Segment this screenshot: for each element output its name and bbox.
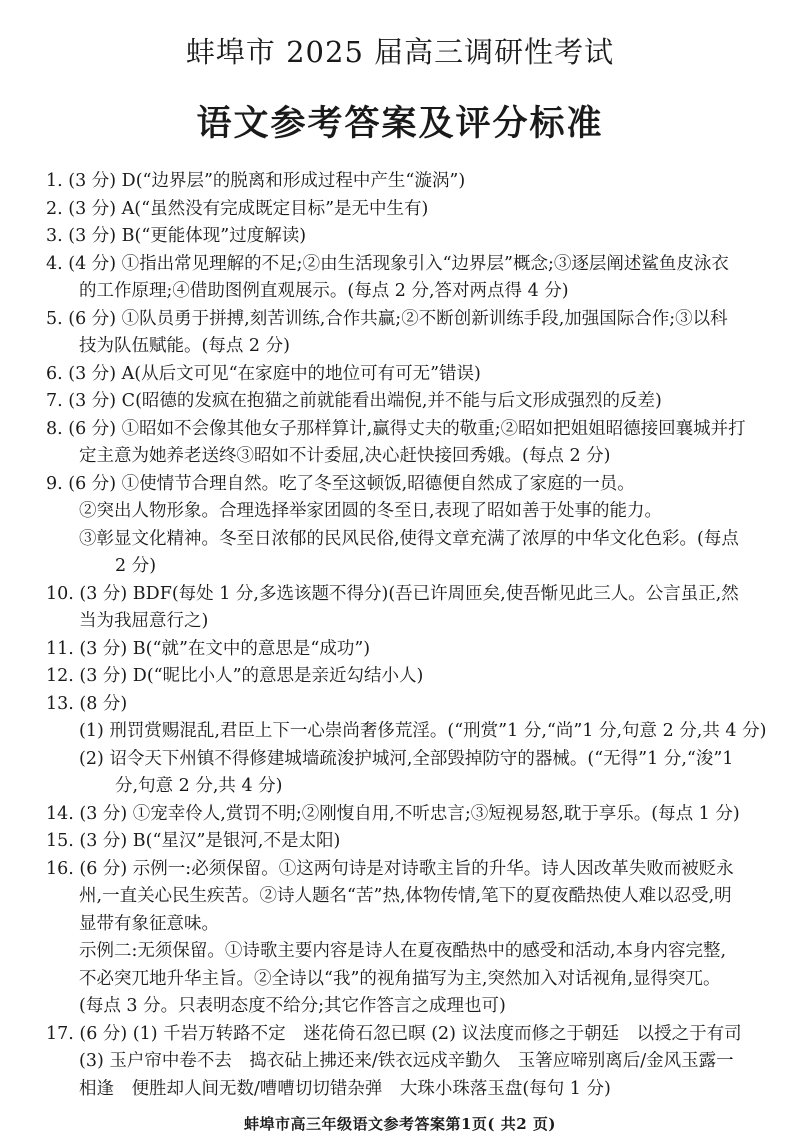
answer-line: 2 分): [115, 556, 157, 576]
answer-line: 9. (6 分) ①使情节合理自然。吃了冬至这顿饭,昭德便自然成了家庭的一员。: [46, 473, 635, 494]
answer-line: 6. (3 分) A(从后文可见“在家庭中的地位可有可无”错误): [46, 363, 481, 384]
answer-line: 定主意为她养老送终③昭如不计委屈,决心赶快接回秀娥。(每点 2 分): [79, 446, 611, 466]
answer-line: 13. (8 分): [46, 693, 128, 714]
answer-line: 2. (3 分) A(“虽然没有完成既定目标”是无中生有): [46, 198, 429, 219]
answer-line: ③彰显文化精神。冬至日浓郁的民风民俗,使得文章充满了浓厚的中华文化色彩。(每点: [79, 528, 739, 549]
answer-line: 示例二:无须保留。①诗歌主要内容是诗人在夏夜酷热中的感受和活动,本身内容完整,: [79, 941, 727, 961]
answer-line: 相逢 便胜却人间无数/嘈嘈切切错杂弹 大珠小珠落玉盘(每句 1 分): [79, 1078, 611, 1099]
page-footer: 蚌埠市高三年级语文参考答案第1页( 共2 页): [243, 1115, 556, 1133]
answer-line: 州,一直关心民生疾苦。②诗人题名“苦”热,体物传情,笔下的夏夜酷热使人难以忍受,明: [79, 886, 732, 906]
answer-line: 3. (3 分) B(“更能体现”过度解读): [46, 226, 307, 246]
answer-line: 8. (6 分) ①昭如不会像其他女子那样算计,赢得丈夫的敬重;②昭如把姐姐昭德接回襄城并打: [46, 418, 746, 439]
answer-line: 技为队伍赋能。(每点 2 分): [79, 336, 290, 356]
answer-line: 12. (3 分) D(“昵比小人”的意思是亲近勾结小人): [46, 666, 424, 686]
answer-list: [46, 168, 776, 1103]
answer-line: 17. (6 分) (1) 千岩万转路不定 迷花倚石忽已暝 (2) 议法度而修之于朝廷 以授之于有司: [46, 1023, 742, 1044]
answer-line: 1. (3 分) D(“边界层”的脱离和形成过程中产生“漩涡”): [46, 171, 466, 191]
answer-line: 10. (3 分) BDF(每处 1 分,多选该题不得分)(吾已许周匝矣,使吾惭见此三人。公言虽正,然: [46, 583, 739, 604]
answer-line: 的工作原理;④借助图例直观展示。(每点 2 分,答对两点得 4 分): [79, 281, 569, 301]
exam-title: 蚌埠市 2025 届高三调研性考试: [185, 35, 615, 69]
answer-line: 显带有象征意味。: [79, 913, 219, 934]
answer-line: (3) 玉户帘中卷不去 捣衣砧上拂还来/铁衣远戍辛勤久 玉箸应啼别离后/金风玉露一: [79, 1051, 734, 1071]
answer-line: (每点 3 分。只表明态度不给分;其它作答言之成理也可): [79, 996, 506, 1016]
answer-line: 7. (3 分) C(昭德的发疯在抱猫之前就能看出端倪,并不能与后文形成强烈的反差): [46, 391, 662, 411]
answer-line: 16. (6 分) 示例一:必须保留。①这两句诗是对诗歌主旨的升华。诗人因改革失败而被贬永: [46, 858, 734, 879]
answer-line: ②突出人物形象。合理选择举家团圆的冬至日,表现了昭如善于处事的能力。: [79, 501, 663, 521]
answer-line: 14. (3 分) ①宠幸伶人,赏罚不明;②刚愎自用,不听忠言;③短视易怒,耽于享乐。(每点 1 分): [46, 803, 740, 824]
document-subtitle: 语文参考答案及评分标准: [196, 103, 604, 144]
answer-line: 不必突兀地升华主旨。②全诗以“我”的视角描写为主,突然加入对话视角,显得突兀。: [79, 968, 721, 989]
answer-line: 分,句意 2 分,共 4 分): [115, 776, 283, 796]
answer-line: (1) 刑罚赏赐混乱,君臣上下一心崇尚奢侈荒淫。(“刑赏”1 分,“尚”1 分,句意 2 分,共 4 分): [79, 721, 767, 741]
answer-line: 11. (3 分) B(“就”在文中的意思是“成功”): [46, 638, 371, 659]
answer-line: 当为我屈意行之): [79, 611, 209, 631]
answer-line: 5. (6 分) ①队员勇于拼搏,刻苦训练,合作共赢;②不断创新训练手段,加强国际合作;③以科: [46, 308, 728, 329]
answer-line: 4. (4 分) ①指出常见理解的不足;②由生活现象引入“边界层”概念;③逐层阐述鲨鱼皮泳衣: [46, 253, 729, 274]
answer-line: (2) 诏令天下州镇不得修建城墙疏浚护城河,全部毁掉防守的器械。(“无得”1 分,“浚”1: [79, 748, 734, 769]
answer-line: 15. (3 分) B(“星汉”是银河,不是太阳): [46, 831, 341, 851]
